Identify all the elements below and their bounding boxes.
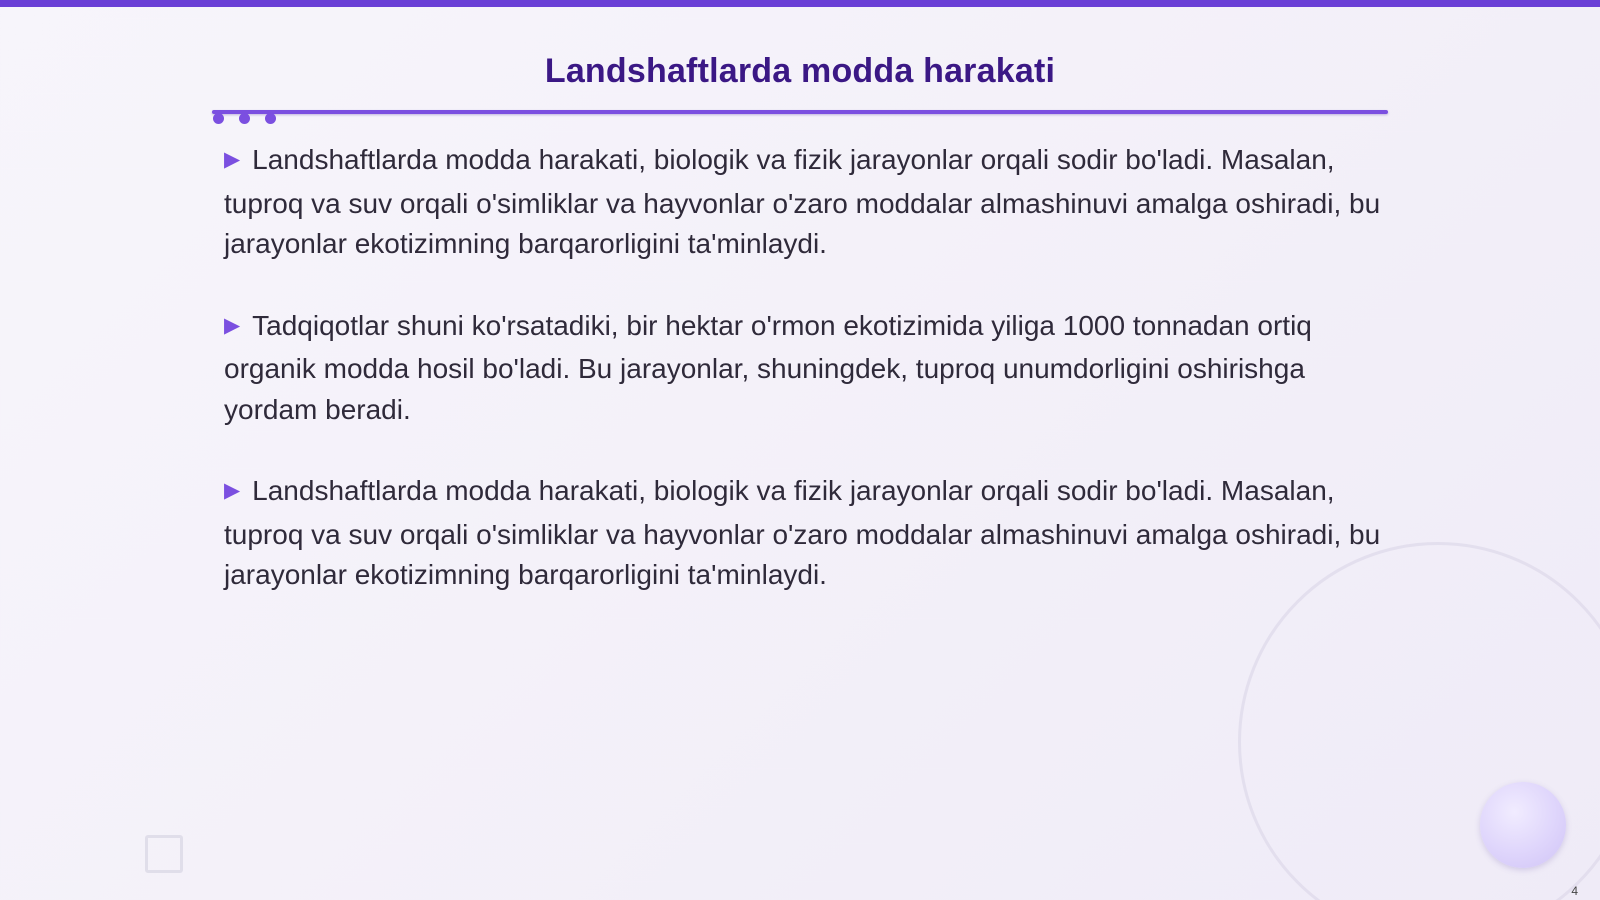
bullet-paragraph	[224, 140, 1384, 265]
bullet-paragraph	[224, 471, 1384, 596]
paragraph-text: Tadqiqotlar shuni ko'rsatadiki, bir hektar o'rmon ekotizimida yiliga 1000 tonnadan ortiq organik modda hosil bo'ladi. Bu jarayonlar, shuningdek, tuproq unumdorligini oshirishga yordam beradi.	[224, 309, 1312, 425]
paragraph-text: Landshaftlarda modda harakati, biologik va fizik jarayonlar orqali sodir bo'ladi. Masalan, tuproq va suv orqali o'simliklar va hayvonlar o'zaro moddalar almashinuvi amalga oshiradi, bu jarayonlar ekotizimning barqarorligini ta'minlaydi.	[224, 144, 1381, 259]
paragraph-text: Landshaftlarda modda harakati, biologik va fizik jarayonlar orqali sodir bo'ladi. Masalan, tuproq va suv orqali o'simliklar va hayvonlar o'zaro moddalar almashinuvi amalga oshiradi, bu jarayonlar ekotizimning barqarorligini ta'minlaydi.	[224, 475, 1381, 590]
decorative-bubble	[1480, 782, 1566, 868]
bullet-paragraph	[224, 306, 1384, 431]
title-underline	[212, 110, 1388, 114]
top-accent-bar	[0, 0, 1600, 7]
decorative-dot	[239, 113, 250, 124]
decorative-dot	[265, 113, 276, 124]
slide-content	[224, 140, 1384, 637]
triangle-right-icon: ▶	[224, 313, 241, 337]
triangle-right-icon: ▶	[224, 148, 241, 171]
page-number: 4	[1571, 884, 1578, 898]
decorative-dot	[213, 113, 224, 124]
decorative-square	[145, 835, 183, 873]
slide-title: Landshaftlarda modda harakati	[544, 52, 1056, 90]
triangle-right-icon: ▶	[224, 479, 241, 502]
